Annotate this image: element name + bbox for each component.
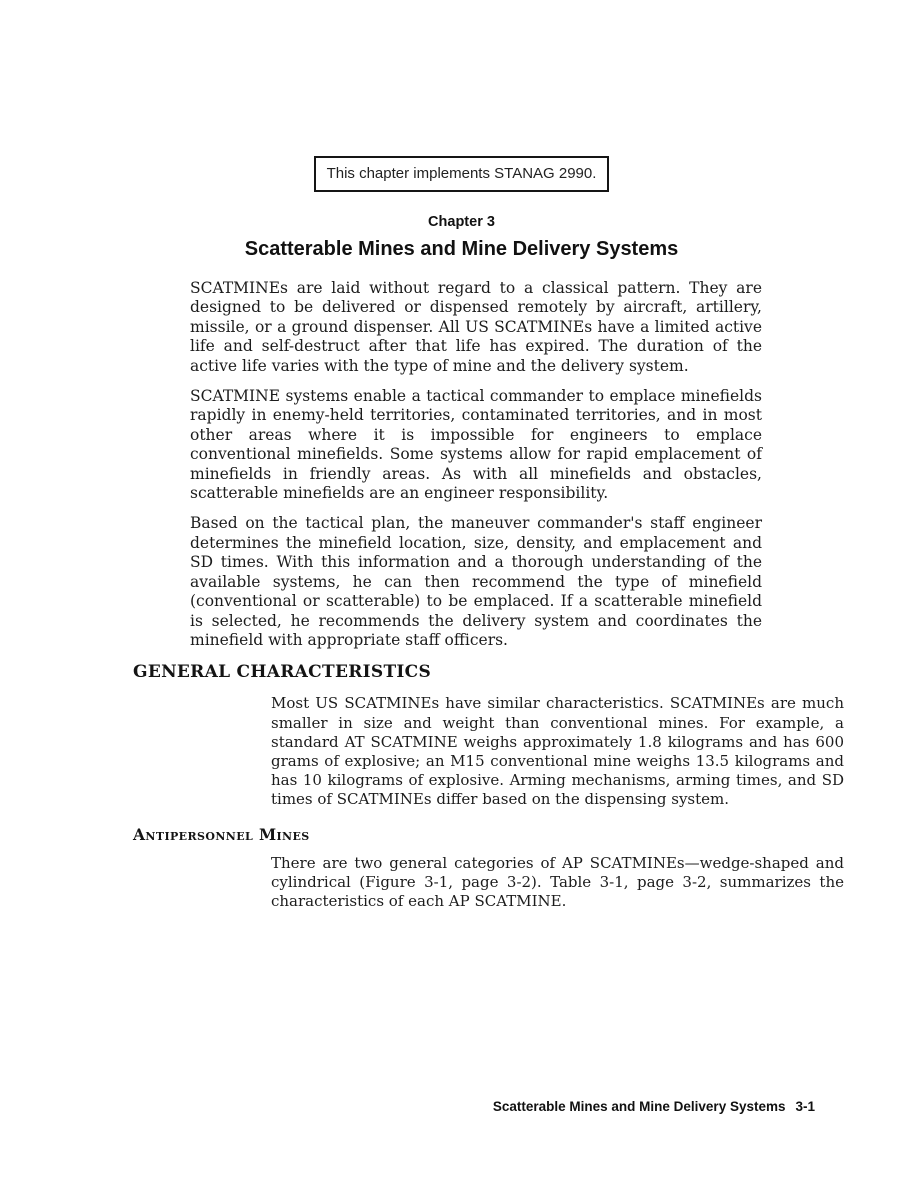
intro-paragraph-3: Based on the tactical plan, the maneuver commander's staff engineer determines the minefield location, size, density, and emplacement and SD times. With this information and a thorough understanding of the available systems, he can then recommend the type of minefield (conventional or scatterable) to be emplaced. If a scatterable minefield is selected, he recommends the delivery system and coordinates the minefield with appropriate staff officers.	[190, 514, 762, 649]
antipersonnel-mines-body	[271, 854, 844, 912]
general-characteristics-body	[271, 694, 844, 809]
antipersonnel-mines-paragraph: There are two general categories of AP SCATMINEs—wedge-shaped and cylindrical (Figure 3-1, page 3-2). Table 3-1, page 3-2, summarizes the characteristics of each AP SCATMINE.	[271, 853, 844, 910]
stanag-notice-box: This chapter implements STANAG 2990.	[314, 156, 610, 192]
intro-paragraph-2: SCATMINE systems enable a tactical commander to emplace minefields rapidly in enemy-held territories, contaminated territories, and in most other areas where it is impossible for engineers to emplace conventional minefields. Some systems allow for rapid emplacement of minefields in friendly areas. As with all minefields and obstacles, scatterable minefields are an engineer responsibility.	[190, 387, 762, 503]
footer-title: Scatterable Mines and Mine Delivery Systems	[492, 1099, 786, 1114]
section-heading-antipersonnel-mines: Antipersonnel Mines	[133, 824, 310, 844]
footer-page-number: 3-1	[795, 1099, 815, 1114]
intro-paragraph-1: SCATMINEs are laid without regard to a classical pattern. They are designed to be delivered or dispensed remotely by aircraft, artillery, missile, or a ground dispenser. All US SCATMINEs have a limited active life and self-destruct after that life has expired. The duration of the active life varies with the type of mine and the delivery system.	[190, 279, 762, 375]
section-heading-general-characteristics: GENERAL CHARACTERISTICS	[133, 662, 432, 683]
notice-container	[0, 0, 923, 192]
intro-section	[190, 279, 762, 650]
page-title: Scatterable Mines and Mine Delivery Systems	[244, 238, 679, 260]
chapter-label: Chapter 3	[428, 214, 495, 230]
general-characteristics-paragraph: Most US SCATMINEs have similar characteristics. SCATMINEs are much smaller in size and weight than conventional mines. For example, a standard AT SCATMINE weighs approximately 1.8 kilograms and has 600 grams of explosive; an M15 conventional mine weighs 13.5 kilograms and has 10 kilograms of explosive. Arming mechanisms, arming times, and SD times of SCATMINEs differ based on the dispensing system.	[271, 694, 844, 809]
page-footer	[493, 1099, 815, 1114]
